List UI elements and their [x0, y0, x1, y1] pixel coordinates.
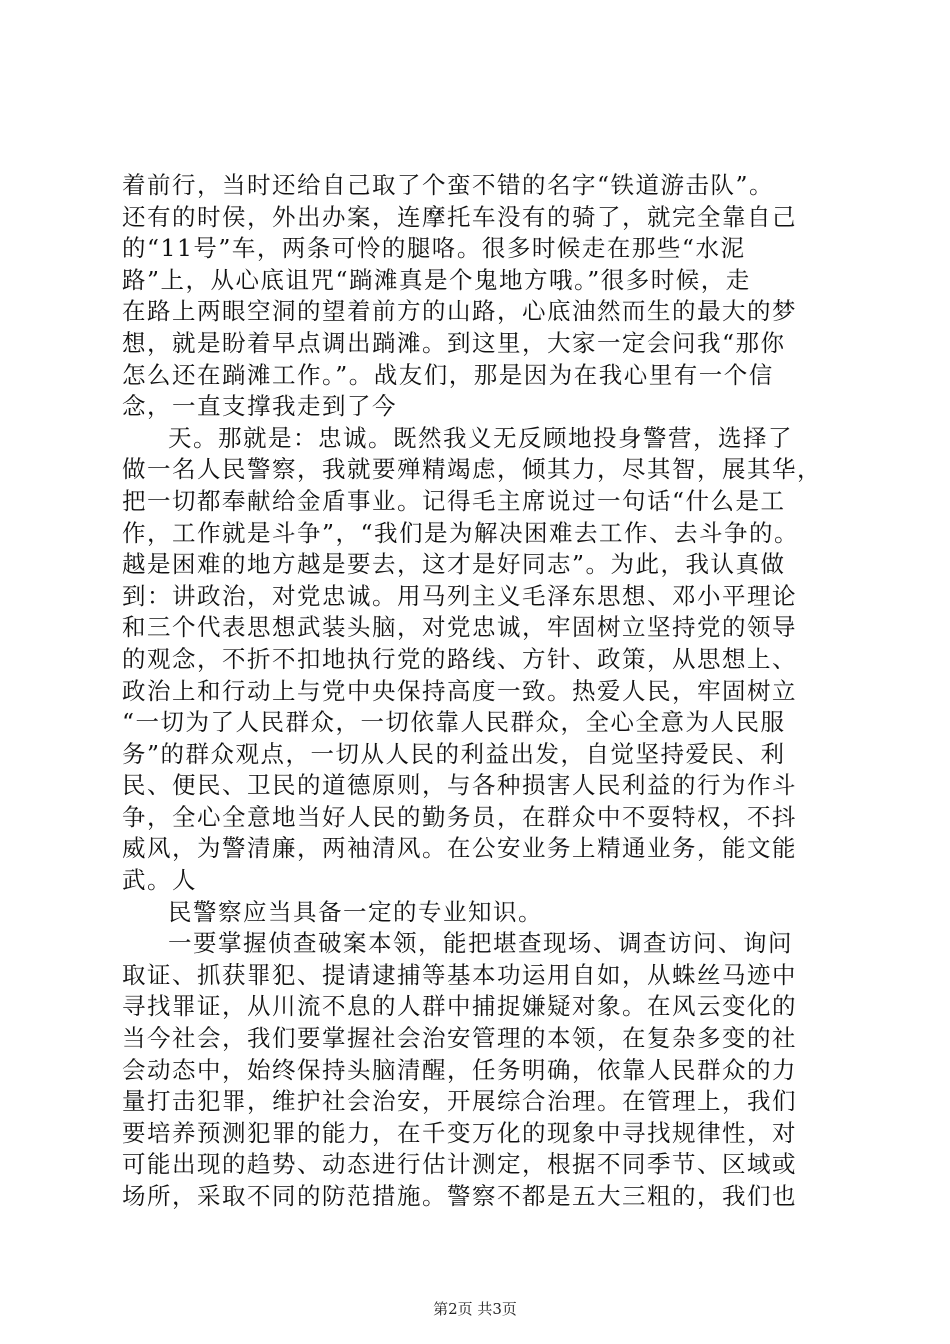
text-line: 想，就是盼着早点调出䠀滩。到这里，大家一定会问我“那你: [122, 328, 786, 357]
text-line: 民警察应当具备一定的专业知识。: [168, 897, 543, 926]
text-line: 武。人: [122, 866, 197, 895]
text-line: 当今社会，我们要掌握社会治安管理的本领，在复杂多变的社: [122, 1024, 797, 1053]
text-line: 还有的时侯，外出办案，连摩托车没有的骑了，就完全靠自己: [122, 202, 797, 231]
text-line: 和三个代表思想武装头脑，对党忠诚，牢固树立坚持党的领导: [122, 613, 797, 642]
text-line: 做一名人民警察，我就要殚精竭虑，倾其力，尽其智，展其华，: [122, 455, 822, 484]
text-line: 的“11号”车，两条可怜的腿咯。很多时候走在那些“水泥: [122, 234, 746, 263]
text-line: 把一切都奉献给金盾事业。记得毛主席说过一句话“什么是工: [122, 486, 786, 515]
text-line: 寻找罪证，从川流不息的人群中捕捉嫌疑对象。在风云变化的: [122, 992, 797, 1021]
text-line: 量打击犯罪，维护社会治安，开展综合治理。在管理上，我们: [122, 1087, 797, 1116]
text-line: 威风，为警清廉，两袖清风。在公安业务上精通业务，能文能: [122, 834, 797, 863]
text-line: 会动态中，始终保持头脑清醒，任务明确，依靠人民群众的力: [122, 1055, 797, 1084]
page-footer: 第2页 共3页: [433, 1300, 517, 1318]
text-line: 的观念，不折不扣地执行党的路线、方针、政策，从思想上、: [122, 644, 797, 673]
text-line: 路”上，从心底诅咒“䠀滩真是个鬼地方哦。”很多时候，走: [122, 265, 751, 294]
text-line: 取证、抓获罪犯、提请逮捕等基本功运用自如，从蛛丝马迹中: [122, 960, 797, 989]
text-line: 怎么还在䠀滩工作。”。战友们，那是因为在我心里有一个信: [122, 360, 774, 389]
text-line: “一切为了人民群众，一切依靠人民群众，全心全意为人民服: [122, 708, 786, 737]
text-line: 着前行，当时还给自己取了个蛮不错的名字“铁道游击队”。: [122, 171, 775, 199]
text-line: 要培养预测犯罪的能力，在千变万化的现象中寻找规律性，对: [122, 1118, 797, 1147]
text-line: 民、便民、卫民的道德原则，与各种损害人民利益的行为作斗: [122, 771, 797, 800]
text-line: 作，工作就是斗争”，“我们是为解决困难去工作、去斗争的。: [122, 518, 800, 547]
text-line: 场所，采取不同的防范措施。警察不都是五大三粗的，我们也: [122, 1182, 797, 1210]
text-line: 争，全心全意地当好人民的勤务员，在群众中不耍特权，不抖: [122, 802, 797, 831]
text-line: 越是困难的地方越是要去，这才是好同志”。为此，我认真做: [122, 550, 786, 579]
text-line: 到：讲政治，对党忠诚。用马列主义毛泽东思想、邓小平理论: [122, 581, 797, 610]
text-line: 一要掌握侦查破案本领，能把堪查现场、调查访问、询问: [168, 929, 793, 958]
body-text: [122, 170, 842, 1213]
text-line: 在路上两眼空洞的望着前方的山路，心底油然而生的最大的梦: [122, 297, 797, 326]
text-line: 天。那就是：忠诚。既然我义无反顾地投身警营，选择了: [168, 423, 793, 452]
text-line: 务”的群众观点，一切从人民的利益出发，自觉坚持爱民、利: [122, 739, 786, 768]
text-line: 念，一直支撑我走到了今: [122, 392, 397, 421]
text-line: 可能出现的趋势、动态进行估计测定，根据不同季节、区域或: [122, 1150, 797, 1179]
text-line: 政治上和行动上与党中央保持高度一致。热爱人民，牢固树立: [122, 676, 797, 705]
